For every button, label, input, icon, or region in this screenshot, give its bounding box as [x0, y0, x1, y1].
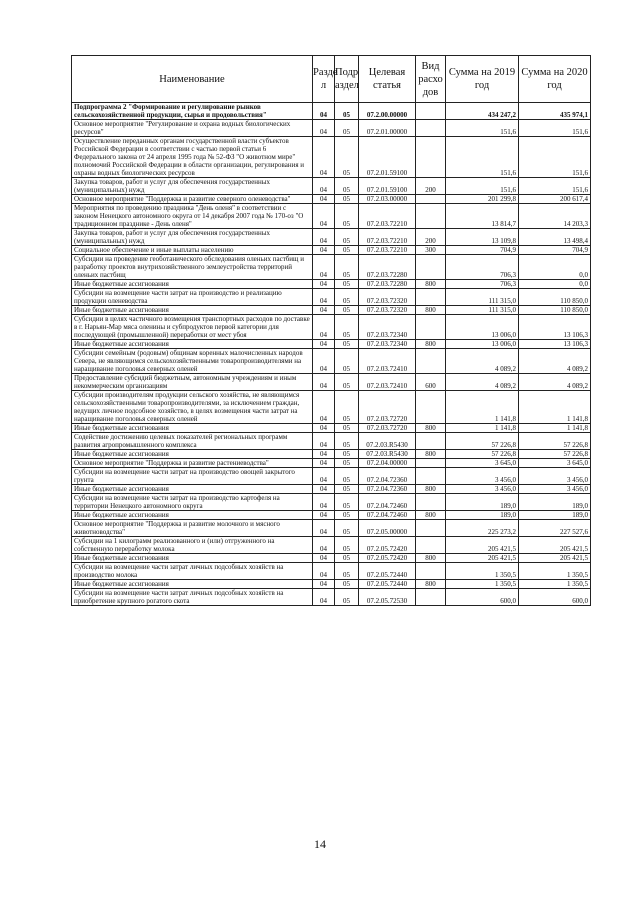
row-razdel: 04	[313, 520, 335, 537]
row-sum-2019: 4 089,2	[446, 349, 519, 374]
row-target: 07.2.01.00000	[359, 120, 416, 137]
row-target: 07.2.03.72720	[359, 424, 416, 433]
row-expense-type	[416, 315, 446, 340]
row-razdel: 04	[313, 589, 335, 606]
table-row	[72, 289, 591, 306]
row-name: Основное мероприятие "Поддержка и развитие северного оленеводства"	[72, 195, 313, 204]
row-name: Закупка товаров, работ и услуг для обеспечения государственных (муниципальных) нужд	[72, 229, 313, 246]
row-target: 07.2.05.72440	[359, 563, 416, 580]
row-expense-type: 800	[416, 424, 446, 433]
row-target: 07.2.04.72360	[359, 485, 416, 494]
row-sum-2019: 111 315,0	[446, 289, 519, 306]
row-sum-2020: 13 106,3	[519, 340, 591, 349]
row-podrazdel: 05	[335, 255, 359, 280]
row-name: Субсидии в целях частичного возмещения транспортных расходов по доставке в г. Нарьян-Мар мяса оленины и субпродуктов первой категории для последующей (промышленной) переработки от мест убоя	[72, 315, 313, 340]
row-target: 07.2.03.72210	[359, 246, 416, 255]
row-razdel: 04	[313, 374, 335, 391]
row-razdel: 04	[313, 137, 335, 178]
row-sum-2020: 435 974,1	[519, 103, 591, 120]
table-row	[72, 450, 591, 459]
row-expense-type	[416, 391, 446, 424]
table-row	[72, 306, 591, 315]
row-podrazdel: 05	[335, 289, 359, 306]
row-sum-2020: 57 226,8	[519, 450, 591, 459]
row-name: Иные бюджетные ассигнования	[72, 554, 313, 563]
row-expense-type	[416, 349, 446, 374]
row-sum-2019: 225 273,2	[446, 520, 519, 537]
row-expense-type: 800	[416, 485, 446, 494]
row-razdel: 04	[313, 468, 335, 485]
table-row	[72, 349, 591, 374]
row-podrazdel: 05	[335, 520, 359, 537]
row-podrazdel: 05	[335, 246, 359, 255]
row-target: 07.2.03.R5430	[359, 433, 416, 450]
table-row	[72, 204, 591, 229]
table-row	[72, 137, 591, 178]
row-target: 07.2.03.72320	[359, 289, 416, 306]
budget-table	[71, 55, 591, 606]
row-podrazdel: 05	[335, 204, 359, 229]
row-razdel: 04	[313, 537, 335, 554]
row-sum-2019: 1 141,8	[446, 424, 519, 433]
row-sum-2020: 0,0	[519, 280, 591, 289]
table-row	[72, 511, 591, 520]
row-razdel: 04	[313, 511, 335, 520]
row-name: Иные бюджетные ассигнования	[72, 450, 313, 459]
row-expense-type	[416, 195, 446, 204]
row-name: Иные бюджетные ассигнования	[72, 580, 313, 589]
row-sum-2020: 205 421,5	[519, 554, 591, 563]
row-sum-2020: 1 141,8	[519, 424, 591, 433]
table-row	[72, 589, 591, 606]
row-sum-2020: 57 226,8	[519, 433, 591, 450]
row-expense-type	[416, 468, 446, 485]
row-razdel: 04	[313, 120, 335, 137]
row-name: Иные бюджетные ассигнования	[72, 340, 313, 349]
row-sum-2019: 111 315,0	[446, 306, 519, 315]
row-podrazdel: 05	[335, 120, 359, 137]
row-sum-2019: 151,6	[446, 137, 519, 178]
row-podrazdel: 05	[335, 494, 359, 511]
row-sum-2019: 3 456,0	[446, 485, 519, 494]
row-razdel: 04	[313, 195, 335, 204]
row-podrazdel: 05	[335, 391, 359, 424]
row-name: Субсидии на возмещение части затрат на производство овощей закрытого грунта	[72, 468, 313, 485]
row-expense-type	[416, 520, 446, 537]
row-sum-2019: 13 006,0	[446, 315, 519, 340]
row-expense-type: 800	[416, 340, 446, 349]
row-razdel: 04	[313, 340, 335, 349]
row-sum-2019: 13 109,8	[446, 229, 519, 246]
table-row	[72, 340, 591, 349]
row-sum-2020: 4 089,2	[519, 349, 591, 374]
table-row	[72, 433, 591, 450]
row-name: Социальное обеспечение и иные выплаты населению	[72, 246, 313, 255]
row-target: 07.2.04.00000	[359, 459, 416, 468]
row-razdel: 04	[313, 315, 335, 340]
row-sum-2020: 151,6	[519, 120, 591, 137]
row-sum-2019: 205 421,5	[446, 554, 519, 563]
row-sum-2019: 706,3	[446, 255, 519, 280]
row-expense-type	[416, 459, 446, 468]
row-razdel: 04	[313, 485, 335, 494]
row-target: 07.2.03.72340	[359, 315, 416, 340]
row-sum-2019: 704,9	[446, 246, 519, 255]
table-row	[72, 120, 591, 137]
row-target: 07.2.05.72420	[359, 554, 416, 563]
row-sum-2020: 704,9	[519, 246, 591, 255]
row-sum-2019: 151,6	[446, 178, 519, 195]
row-expense-type	[416, 255, 446, 280]
table-row	[72, 195, 591, 204]
table-row	[72, 485, 591, 494]
row-expense-type	[416, 103, 446, 120]
row-razdel: 04	[313, 450, 335, 459]
row-name: Иные бюджетные ассигнования	[72, 306, 313, 315]
row-target: 07.2.03.00000	[359, 195, 416, 204]
row-expense-type	[416, 289, 446, 306]
table-row	[72, 178, 591, 195]
row-name: Субсидии семейным (родовым) общинам коренных малочисленных народов Севера, не являющимся сельскохозяйственными товаропроизводителями на наращивание поголовья северных оленей	[72, 349, 313, 374]
row-sum-2020: 151,6	[519, 137, 591, 178]
row-podrazdel: 05	[335, 340, 359, 349]
row-razdel: 04	[313, 554, 335, 563]
row-sum-2020: 1 350,5	[519, 563, 591, 580]
row-name: Подпрограмма 2 "Формирование и регулирование рынков сельскохозяйственной продукции, сырья и продовольствия"	[72, 103, 313, 120]
row-podrazdel: 05	[335, 315, 359, 340]
table-row	[72, 537, 591, 554]
row-podrazdel: 05	[335, 563, 359, 580]
row-name: Субсидии на возмещение части затрат на производство и реализацию продукции оленеводства	[72, 289, 313, 306]
table-header-row	[72, 56, 591, 103]
row-razdel: 04	[313, 424, 335, 433]
row-target: 07.2.00.00000	[359, 103, 416, 120]
row-expense-type	[416, 589, 446, 606]
row-sum-2019: 4 089,2	[446, 374, 519, 391]
table-row	[72, 520, 591, 537]
row-podrazdel: 05	[335, 280, 359, 289]
table-row	[72, 468, 591, 485]
row-expense-type	[416, 494, 446, 511]
row-target: 07.2.03.72720	[359, 391, 416, 424]
row-name: Содействие достижению целевых показателей региональных программ развития агропромышленного комплекса	[72, 433, 313, 450]
row-razdel: 04	[313, 563, 335, 580]
row-sum-2019: 1 141,8	[446, 391, 519, 424]
row-sum-2020: 14 203,3	[519, 204, 591, 229]
row-expense-type: 800	[416, 554, 446, 563]
row-target: 07.2.03.72280	[359, 255, 416, 280]
row-sum-2020: 110 850,0	[519, 289, 591, 306]
row-sum-2020: 13 106,3	[519, 315, 591, 340]
row-razdel: 04	[313, 494, 335, 511]
row-sum-2019: 13 814,7	[446, 204, 519, 229]
row-razdel: 04	[313, 289, 335, 306]
row-sum-2019: 201 299,8	[446, 195, 519, 204]
row-razdel: 04	[313, 580, 335, 589]
row-target: 07.2.04.72460	[359, 511, 416, 520]
row-podrazdel: 05	[335, 589, 359, 606]
table-row	[72, 494, 591, 511]
row-sum-2020: 227 527,6	[519, 520, 591, 537]
row-expense-type: 300	[416, 246, 446, 255]
row-podrazdel: 05	[335, 554, 359, 563]
row-sum-2019: 151,6	[446, 120, 519, 137]
row-podrazdel: 05	[335, 537, 359, 554]
row-podrazdel: 05	[335, 178, 359, 195]
row-sum-2019: 3 456,0	[446, 468, 519, 485]
row-target: 07.2.03.72340	[359, 340, 416, 349]
row-name: Субсидии на возмещение части затрат личных подсобных хозяйств на производство молока	[72, 563, 313, 580]
row-expense-type	[416, 137, 446, 178]
row-target: 07.2.05.72440	[359, 580, 416, 589]
row-sum-2020: 3 645,0	[519, 459, 591, 468]
row-target: 07.2.03.72410	[359, 349, 416, 374]
row-name: Иные бюджетные ассигнования	[72, 485, 313, 494]
row-name: Субсидии на 1 килограмм реализованного и (или) отгруженного на собственную переработку молока	[72, 537, 313, 554]
row-sum-2020: 0,0	[519, 255, 591, 280]
row-expense-type: 600	[416, 374, 446, 391]
row-target: 07.2.01.59100	[359, 178, 416, 195]
row-target: 07.2.03.72210	[359, 229, 416, 246]
row-name: Закупка товаров, работ и услуг для обеспечения государственных (муниципальных) нужд	[72, 178, 313, 195]
row-podrazdel: 05	[335, 424, 359, 433]
row-sum-2019: 434 247,2	[446, 103, 519, 120]
row-sum-2020: 189,0	[519, 511, 591, 520]
row-sum-2019: 57 226,8	[446, 433, 519, 450]
row-sum-2019: 57 226,8	[446, 450, 519, 459]
row-name: Субсидии на возмещение части затрат на производство картофеля на территории Ненецкого автономного округа	[72, 494, 313, 511]
row-target: 07.2.03.72410	[359, 374, 416, 391]
row-expense-type: 800	[416, 511, 446, 520]
row-razdel: 04	[313, 178, 335, 195]
row-expense-type: 800	[416, 450, 446, 459]
row-podrazdel: 05	[335, 349, 359, 374]
row-target: 07.2.05.72420	[359, 537, 416, 554]
row-target: 07.2.03.72280	[359, 280, 416, 289]
row-sum-2020: 3 456,0	[519, 468, 591, 485]
row-razdel: 04	[313, 255, 335, 280]
table-row	[72, 554, 591, 563]
row-expense-type: 800	[416, 580, 446, 589]
table-row	[72, 246, 591, 255]
row-name: Предоставление субсидий бюджетным, автономным учреждениям и иным некоммерческим организациям	[72, 374, 313, 391]
row-sum-2020: 110 850,0	[519, 306, 591, 315]
row-podrazdel: 05	[335, 450, 359, 459]
table-row	[72, 374, 591, 391]
header-target: Целевая статья	[359, 56, 416, 103]
header-name: Наименование	[72, 56, 313, 103]
row-sum-2019: 3 645,0	[446, 459, 519, 468]
row-expense-type	[416, 120, 446, 137]
row-sum-2020: 13 498,4	[519, 229, 591, 246]
row-name: Основное мероприятие "Поддержка и развитие молочного и мясного животноводства"	[72, 520, 313, 537]
table-row	[72, 459, 591, 468]
row-razdel: 04	[313, 204, 335, 229]
row-target: 07.2.01.59100	[359, 137, 416, 178]
row-target: 07.2.03.R5430	[359, 450, 416, 459]
header-sum-2020: Сумма на 2020 год	[519, 56, 591, 103]
table-row	[72, 391, 591, 424]
row-expense-type: 800	[416, 280, 446, 289]
row-sum-2020: 1 350,5	[519, 580, 591, 589]
row-target: 07.2.04.72360	[359, 468, 416, 485]
row-name: Основное мероприятие "Регулирование и охрана водных биологических ресурсов"	[72, 120, 313, 137]
row-podrazdel: 05	[335, 511, 359, 520]
row-sum-2020: 205 421,5	[519, 537, 591, 554]
row-sum-2020: 3 456,0	[519, 485, 591, 494]
row-expense-type	[416, 433, 446, 450]
row-podrazdel: 05	[335, 485, 359, 494]
row-razdel: 04	[313, 349, 335, 374]
row-name: Субсидии на проведение геоботанического обследования оленьих пастбищ и разработку проектов внутрихозяйственного землеустройства территорий оленьих пастбищ	[72, 255, 313, 280]
row-razdel: 04	[313, 306, 335, 315]
row-name: Основное мероприятие "Поддержка и развитие растениеводства"	[72, 459, 313, 468]
row-sum-2019: 189,0	[446, 511, 519, 520]
row-podrazdel: 05	[335, 306, 359, 315]
row-podrazdel: 05	[335, 580, 359, 589]
row-sum-2019: 189,0	[446, 494, 519, 511]
row-razdel: 04	[313, 391, 335, 424]
row-podrazdel: 05	[335, 468, 359, 485]
table-row	[72, 229, 591, 246]
row-name: Мероприятия по проведению праздника "День оленя" в соответствии с законом Ненецкого автономного округа от 14 декабря 2007 года № 170-оз "О традиционном празднике - День оленя"	[72, 204, 313, 229]
row-podrazdel: 05	[335, 374, 359, 391]
row-sum-2019: 205 421,5	[446, 537, 519, 554]
row-expense-type	[416, 563, 446, 580]
row-podrazdel: 05	[335, 195, 359, 204]
row-expense-type: 200	[416, 178, 446, 195]
row-name: Иные бюджетные ассигнования	[72, 424, 313, 433]
table-row	[72, 424, 591, 433]
row-podrazdel: 05	[335, 229, 359, 246]
row-sum-2019: 600,0	[446, 589, 519, 606]
table-row	[72, 315, 591, 340]
row-target: 07.2.05.72530	[359, 589, 416, 606]
row-target: 07.2.03.72210	[359, 204, 416, 229]
row-name: Осуществление переданных органам государственной власти субъектов Российской Федерации в соответствии с частью первой статьи 6 Федерального закона от 24 апреля 1995 года № 52-ФЗ "О животном мире" полномочий Российской Федерации в области организации, регулирования и охраны водных биологических ресурсов	[72, 137, 313, 178]
row-name: Иные бюджетные ассигнования	[72, 511, 313, 520]
row-razdel: 04	[313, 459, 335, 468]
header-expense-type: Вид расхо дов	[416, 56, 446, 103]
row-sum-2020: 151,6	[519, 178, 591, 195]
row-sum-2020: 600,0	[519, 589, 591, 606]
row-sum-2020: 200 617,4	[519, 195, 591, 204]
row-razdel: 04	[313, 433, 335, 450]
row-sum-2019: 1 350,5	[446, 580, 519, 589]
table-row	[72, 580, 591, 589]
row-target: 07.2.03.72320	[359, 306, 416, 315]
header-podrazdel: Подр аздел	[335, 56, 359, 103]
row-podrazdel: 05	[335, 433, 359, 450]
row-razdel: 04	[313, 103, 335, 120]
table-row	[72, 255, 591, 280]
row-expense-type: 200	[416, 229, 446, 246]
row-razdel: 04	[313, 246, 335, 255]
row-expense-type: 800	[416, 306, 446, 315]
row-sum-2019: 706,3	[446, 280, 519, 289]
row-name: Субсидии производителям продукции сельского хозяйства, не являющимся сельскохозяйственными товаропроизводителями, за исключением граждан, ведущих личное подсобное хозяйство, в целях возмещения части затрат на наращивание поголовья северных оленей	[72, 391, 313, 424]
table-row	[72, 563, 591, 580]
row-name: Субсидии на возмещение части затрат личных подсобных хозяйств на приобретение крупного рогатого скота	[72, 589, 313, 606]
row-name: Иные бюджетные ассигнования	[72, 280, 313, 289]
table-row	[72, 280, 591, 289]
row-razdel: 04	[313, 280, 335, 289]
row-sum-2020: 189,0	[519, 494, 591, 511]
header-razdel: Разде л	[313, 56, 335, 103]
row-target: 07.2.04.72460	[359, 494, 416, 511]
row-podrazdel: 05	[335, 103, 359, 120]
page-number: 14	[314, 837, 326, 851]
row-razdel: 04	[313, 229, 335, 246]
row-expense-type	[416, 537, 446, 554]
row-sum-2020: 4 089,2	[519, 374, 591, 391]
header-sum-2019: Сумма на 2019 год	[446, 56, 519, 103]
row-sum-2020: 1 141,8	[519, 391, 591, 424]
row-target: 07.2.05.00000	[359, 520, 416, 537]
row-podrazdel: 05	[335, 459, 359, 468]
row-expense-type	[416, 204, 446, 229]
row-sum-2019: 13 006,0	[446, 340, 519, 349]
table-row	[72, 103, 591, 120]
row-podrazdel: 05	[335, 137, 359, 178]
row-sum-2019: 1 350,5	[446, 563, 519, 580]
